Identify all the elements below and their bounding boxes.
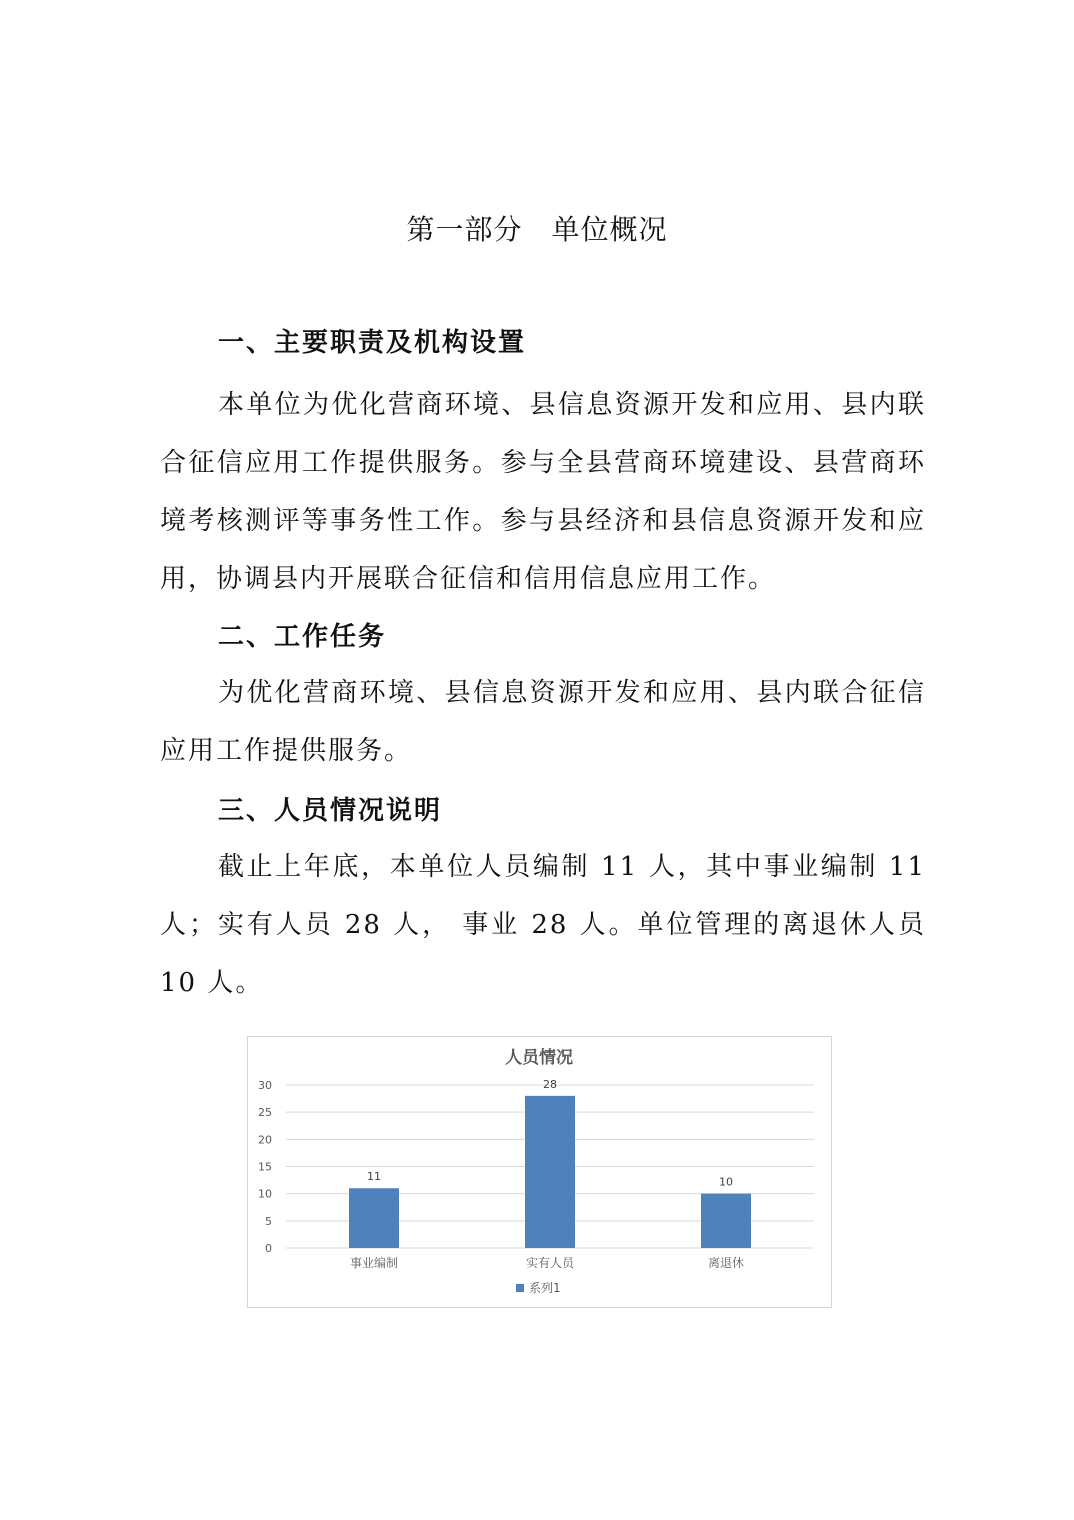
bar-2 <box>525 1096 575 1248</box>
section-heading-3: 三、人员情况说明 <box>218 796 443 826</box>
data-label-1: 11 <box>367 1170 381 1184</box>
y-tick-label: 15 <box>258 1160 272 1174</box>
section-paragraph-3: 截止上年底，本单位人员编制 11 人，其中事业编制 11 人；实有人员 28 人， 事业 28 人。单位管理的离退休人员 10 人。 <box>160 852 926 998</box>
y-tick-label: 25 <box>258 1106 272 1120</box>
section-heading-2: 二、工作任务 <box>218 622 387 652</box>
data-label-2: 28 <box>543 1077 557 1091</box>
y-tick-label: 5 <box>265 1214 272 1228</box>
x-tick-label: 事业编制 <box>349 1256 399 1270</box>
legend-label-series-1: 系列1 <box>529 1281 561 1295</box>
section-paragraph-2: 为优化营商环境、县信息资源开发和应用、县内联合征信应用工作提供服务。 <box>160 678 926 766</box>
legend-swatch-series-1 <box>516 1284 524 1292</box>
data-label-3: 10 <box>719 1175 733 1189</box>
y-tick-label: 10 <box>258 1187 272 1201</box>
personnel-chart <box>247 1036 832 1308</box>
y-tick-label: 30 <box>258 1079 272 1092</box>
chart-canvas <box>248 1037 831 1307</box>
chart-title: 人员情况 <box>505 1048 573 1068</box>
section-paragraph-1: 本单位为优化营商环境、县信息资源开发和应用、县内联合征信应用工作提供服务。参与全县营商环境建设、县营商环境考核测评等事务性工作。参与县经济和县信息资源开发和应用，协调县内开展联合征信和信用信息应用工作。 <box>160 390 926 594</box>
y-tick-label: 20 <box>258 1133 272 1147</box>
bar-1 <box>349 1188 399 1248</box>
x-tick-label: 实有人员 <box>525 1256 575 1270</box>
page-title: 第一部分 单位概况 <box>406 213 668 246</box>
section-heading-1: 一、主要职责及机构设置 <box>218 328 527 358</box>
bar-3 <box>701 1194 751 1248</box>
x-tick-label: 离退休 <box>707 1256 745 1270</box>
y-tick-label: 0 <box>265 1242 272 1255</box>
